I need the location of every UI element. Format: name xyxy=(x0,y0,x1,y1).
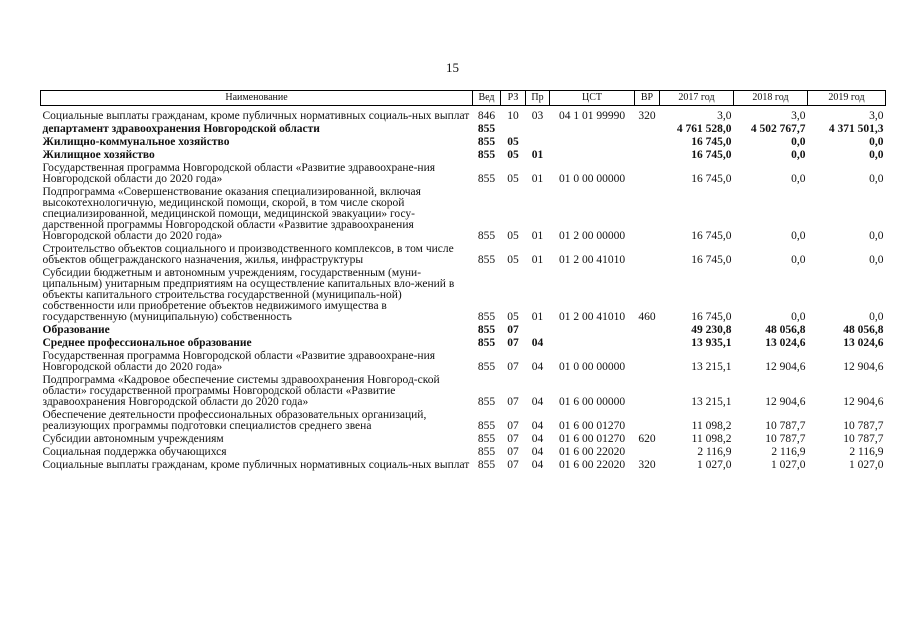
cell-ved: 855 xyxy=(477,149,496,161)
cell-ved: 855 xyxy=(477,254,496,266)
header-vr: ВР xyxy=(635,91,660,106)
cell-vr: 320 xyxy=(638,110,656,122)
cell-pr xyxy=(526,123,550,136)
cell-vr xyxy=(635,446,660,459)
cell-y2018: 0,0 xyxy=(791,173,806,185)
cell-y2018: 10 787,7 xyxy=(765,433,806,445)
cell-y2018: 2 116,9 xyxy=(771,446,806,458)
cell-rz: 07 xyxy=(507,446,519,458)
cell-ved: 855 xyxy=(477,446,496,458)
cell-name: Государственная программа Новгородской области «Развитие здравоохране-ния Новгородской области до 2020 года» xyxy=(42,162,436,185)
cell-name: Субсидии автономным учреждениям xyxy=(42,433,224,445)
cell-y2017: 13 935,1 xyxy=(691,337,732,349)
cell-y2018: 13 024,6 xyxy=(765,337,806,349)
cell-y2018: 4 502 767,7 xyxy=(750,123,806,135)
cell-pr xyxy=(526,136,550,149)
cell-y2019: 0,0 xyxy=(869,136,884,148)
cell-vr xyxy=(635,149,660,162)
table-row xyxy=(41,136,886,149)
cell-rz: 07 xyxy=(507,361,519,373)
cell-y2018: 12 904,6 xyxy=(765,396,806,408)
cell-y2018: 0,0 xyxy=(791,149,806,161)
cell-rz: 07 xyxy=(507,337,519,349)
cell-rz: 07 xyxy=(507,433,519,445)
cell-y2017: 49 230,8 xyxy=(691,324,732,336)
cell-ved: 846 xyxy=(477,110,496,122)
cell-y2017: 13 215,1 xyxy=(691,396,732,408)
cell-name: Социальные выплаты гражданам, кроме публичных нормативных социаль-ных выплат xyxy=(42,459,470,471)
cell-name: Социальная поддержка обучающихся xyxy=(42,446,227,458)
budget-table xyxy=(40,90,886,472)
cell-y2019: 4 371 501,3 xyxy=(828,123,884,135)
table-row xyxy=(41,350,886,374)
cell-rz: 05 xyxy=(507,136,519,148)
table-row xyxy=(41,324,886,337)
cell-name: Социальные выплаты гражданам, кроме публичных нормативных социаль-ных выплат xyxy=(42,110,470,122)
cell-y2019: 12 904,6 xyxy=(843,396,884,408)
table-row xyxy=(41,149,886,162)
cell-name: Среднее профессиональное образование xyxy=(42,337,252,349)
table-row xyxy=(41,409,886,433)
cell-y2019: 10 787,7 xyxy=(843,420,884,432)
cell-pr xyxy=(526,324,550,337)
cell-ved: 855 xyxy=(477,361,496,373)
cell-y2017: 3,0 xyxy=(717,110,732,122)
cell-rz: 07 xyxy=(507,324,519,336)
cell-ved: 855 xyxy=(477,311,496,323)
cell-vr xyxy=(635,136,660,149)
cell-ved: 855 xyxy=(477,420,496,432)
cell-ved: 855 xyxy=(477,459,496,471)
cell-pr: 01 xyxy=(531,311,544,323)
cell-rz: 05 xyxy=(507,311,519,323)
table-row xyxy=(41,267,886,324)
cell-ved: 855 xyxy=(477,136,496,148)
cell-pr: 01 xyxy=(531,149,544,161)
table-row xyxy=(41,243,886,267)
cell-rz: 07 xyxy=(507,459,519,471)
cell-pr: 01 xyxy=(531,173,544,185)
cell-rz: 07 xyxy=(507,420,519,432)
cell-y2018: 1 027,0 xyxy=(771,459,806,471)
cell-vr xyxy=(635,243,660,267)
cell-name: Образование xyxy=(42,324,110,336)
cell-rz: 05 xyxy=(507,173,519,185)
cell-y2018: 3,0 xyxy=(791,110,806,122)
cell-y2018: 10 787,7 xyxy=(765,420,806,432)
cell-vr xyxy=(635,337,660,350)
cell-cst xyxy=(550,149,635,162)
cell-cst: 01 6 00 00000 xyxy=(558,396,626,408)
cell-name: Субсидии бюджетным и автономным учреждениям, государственным (муни-ципальным) унитарным предприятиям на осуществление капитальных вло-жений в объекты капитального строительства государственной (муниципаль-ной) собственности или приобретение объектов недвижимого имущества в государственную (муниципальную) собственность xyxy=(42,267,455,323)
cell-rz: 07 xyxy=(507,396,519,408)
cell-y2019: 13 024,6 xyxy=(843,337,884,349)
cell-y2017: 1 027,0 xyxy=(697,459,732,471)
cell-cst: 01 0 00 00000 xyxy=(558,173,626,185)
cell-y2017: 16 745,0 xyxy=(691,230,732,242)
cell-name: Государственная программа Новгородской области «Развитие здравоохране-ния Новгородской области до 2020 года» xyxy=(42,350,436,373)
table-row xyxy=(41,162,886,186)
table-body xyxy=(41,106,886,473)
cell-y2019: 0,0 xyxy=(869,254,884,266)
table-row xyxy=(41,433,886,446)
cell-y2017: 16 745,0 xyxy=(691,149,732,161)
cell-y2017: 16 745,0 xyxy=(691,254,732,266)
cell-y2019: 3,0 xyxy=(869,110,884,122)
table-row xyxy=(41,374,886,409)
cell-vr xyxy=(635,324,660,337)
header-2018: 2018 год xyxy=(734,91,808,106)
cell-rz: 05 xyxy=(507,149,519,161)
cell-y2017: 11 098,2 xyxy=(691,420,732,432)
header-2017: 2017 год xyxy=(660,91,734,106)
cell-cst: 01 6 00 01270 xyxy=(558,420,626,432)
cell-pr: 01 xyxy=(531,254,544,266)
cell-vr xyxy=(635,186,660,243)
table-row xyxy=(41,459,886,472)
cell-ved: 855 xyxy=(477,433,496,445)
cell-ved: 855 xyxy=(477,324,496,336)
cell-pr: 04 xyxy=(531,459,544,471)
cell-pr: 04 xyxy=(531,433,544,445)
cell-y2017: 16 745,0 xyxy=(691,311,732,323)
cell-ved: 855 xyxy=(477,337,496,349)
cell-pr: 04 xyxy=(531,396,544,408)
cell-y2019: 1 027,0 xyxy=(849,459,884,471)
cell-rz: 05 xyxy=(507,230,519,242)
cell-ved: 855 xyxy=(477,396,496,408)
cell-name: Обеспечение деятельности профессиональных образовательных организаций, реализующих программы подготовки специалистов среднего звена xyxy=(42,409,427,432)
header-2019: 2019 год xyxy=(808,91,886,106)
cell-y2019: 0,0 xyxy=(869,173,884,185)
cell-cst: 01 6 00 22020 xyxy=(558,446,626,458)
cell-pr: 04 xyxy=(531,420,544,432)
cell-vr: 460 xyxy=(638,311,656,323)
cell-y2017: 2 116,9 xyxy=(697,446,732,458)
header-rz: РЗ xyxy=(501,91,526,106)
cell-name: департамент здравоохранения Новгородской области xyxy=(42,123,320,135)
cell-y2017: 11 098,2 xyxy=(691,433,732,445)
cell-y2017: 16 745,0 xyxy=(691,173,732,185)
cell-cst: 01 2 00 41010 xyxy=(558,311,626,323)
cell-y2018: 48 056,8 xyxy=(765,324,806,336)
cell-ved: 855 xyxy=(477,230,496,242)
cell-vr xyxy=(635,123,660,136)
cell-cst xyxy=(550,123,635,136)
cell-y2018: 12 904,6 xyxy=(765,361,806,373)
cell-y2017: 16 745,0 xyxy=(691,136,732,148)
cell-y2018: 0,0 xyxy=(791,254,806,266)
cell-name: Жилищное хозяйство xyxy=(42,149,155,161)
cell-y2017: 4 761 528,0 xyxy=(676,123,732,135)
page-number: 15 xyxy=(446,60,459,75)
cell-ved: 855 xyxy=(477,173,496,185)
table-row xyxy=(41,446,886,459)
cell-pr: 04 xyxy=(531,361,544,373)
cell-vr xyxy=(635,162,660,186)
cell-cst xyxy=(550,337,635,350)
header-ved: Вед xyxy=(473,91,501,106)
cell-y2019: 10 787,7 xyxy=(843,433,884,445)
table-row xyxy=(41,110,886,123)
cell-cst: 04 1 01 99990 xyxy=(558,110,626,122)
cell-ved: 855 xyxy=(477,123,496,135)
table-row xyxy=(41,186,886,243)
cell-pr: 04 xyxy=(531,337,544,349)
cell-cst: 01 2 00 00000 xyxy=(558,230,626,242)
header-cst: ЦСТ xyxy=(550,91,635,106)
table-header-row xyxy=(41,91,886,106)
cell-y2018: 0,0 xyxy=(791,136,806,148)
cell-rz: 10 xyxy=(507,110,519,122)
cell-cst: 01 6 00 22020 xyxy=(558,459,626,471)
cell-y2019: 48 056,8 xyxy=(843,324,884,336)
cell-vr xyxy=(635,409,660,433)
table-row xyxy=(41,337,886,350)
cell-cst xyxy=(550,136,635,149)
cell-y2019: 0,0 xyxy=(869,230,884,242)
cell-y2018: 0,0 xyxy=(791,311,806,323)
cell-cst: 01 6 00 01270 xyxy=(558,433,626,445)
cell-cst xyxy=(550,324,635,337)
cell-y2019: 12 904,6 xyxy=(843,361,884,373)
cell-y2019: 0,0 xyxy=(869,311,884,323)
cell-pr: 01 xyxy=(531,230,544,242)
cell-name: Подпрограмма «Кадровое обеспечение системы здравоохранения Новгород-ской области» государственной программы Новгородской области «Развитие здравоохранения Новгородской области до 2020 года» xyxy=(42,374,440,408)
header-name: Наименование xyxy=(41,91,473,106)
cell-vr xyxy=(635,374,660,409)
cell-y2017: 13 215,1 xyxy=(691,361,732,373)
cell-name: Подпрограмма «Совершенствование оказания специализированной, включая высокотехнологичную, медицинской помощи, скорой, в том числе скорой специализированной, медицинской помощи, медицинской эвакуации» госу-дарственной программы Новгородской области «Развитие здравоохранения Новгородской области до 2020 года» xyxy=(42,186,421,242)
cell-rz: 05 xyxy=(507,254,519,266)
cell-name: Строительство объектов социального и производственного комплексов, в том числе объектов общегражданского назначения, жилья, инфраструктуры xyxy=(42,243,454,266)
cell-name: Жилищно-коммунальное хозяйство xyxy=(42,136,230,148)
cell-cst: 01 2 00 41010 xyxy=(558,254,626,266)
cell-cst: 01 0 00 00000 xyxy=(558,361,626,373)
cell-vr: 320 xyxy=(638,459,656,471)
cell-pr: 03 xyxy=(531,110,544,122)
cell-pr: 04 xyxy=(531,446,544,458)
cell-y2019: 2 116,9 xyxy=(849,446,884,458)
cell-vr xyxy=(635,350,660,374)
cell-vr: 620 xyxy=(638,433,656,445)
cell-y2018: 0,0 xyxy=(791,230,806,242)
table-row xyxy=(41,123,886,136)
header-pr: Пр xyxy=(526,91,550,106)
cell-y2019: 0,0 xyxy=(869,149,884,161)
cell-rz xyxy=(501,123,526,136)
